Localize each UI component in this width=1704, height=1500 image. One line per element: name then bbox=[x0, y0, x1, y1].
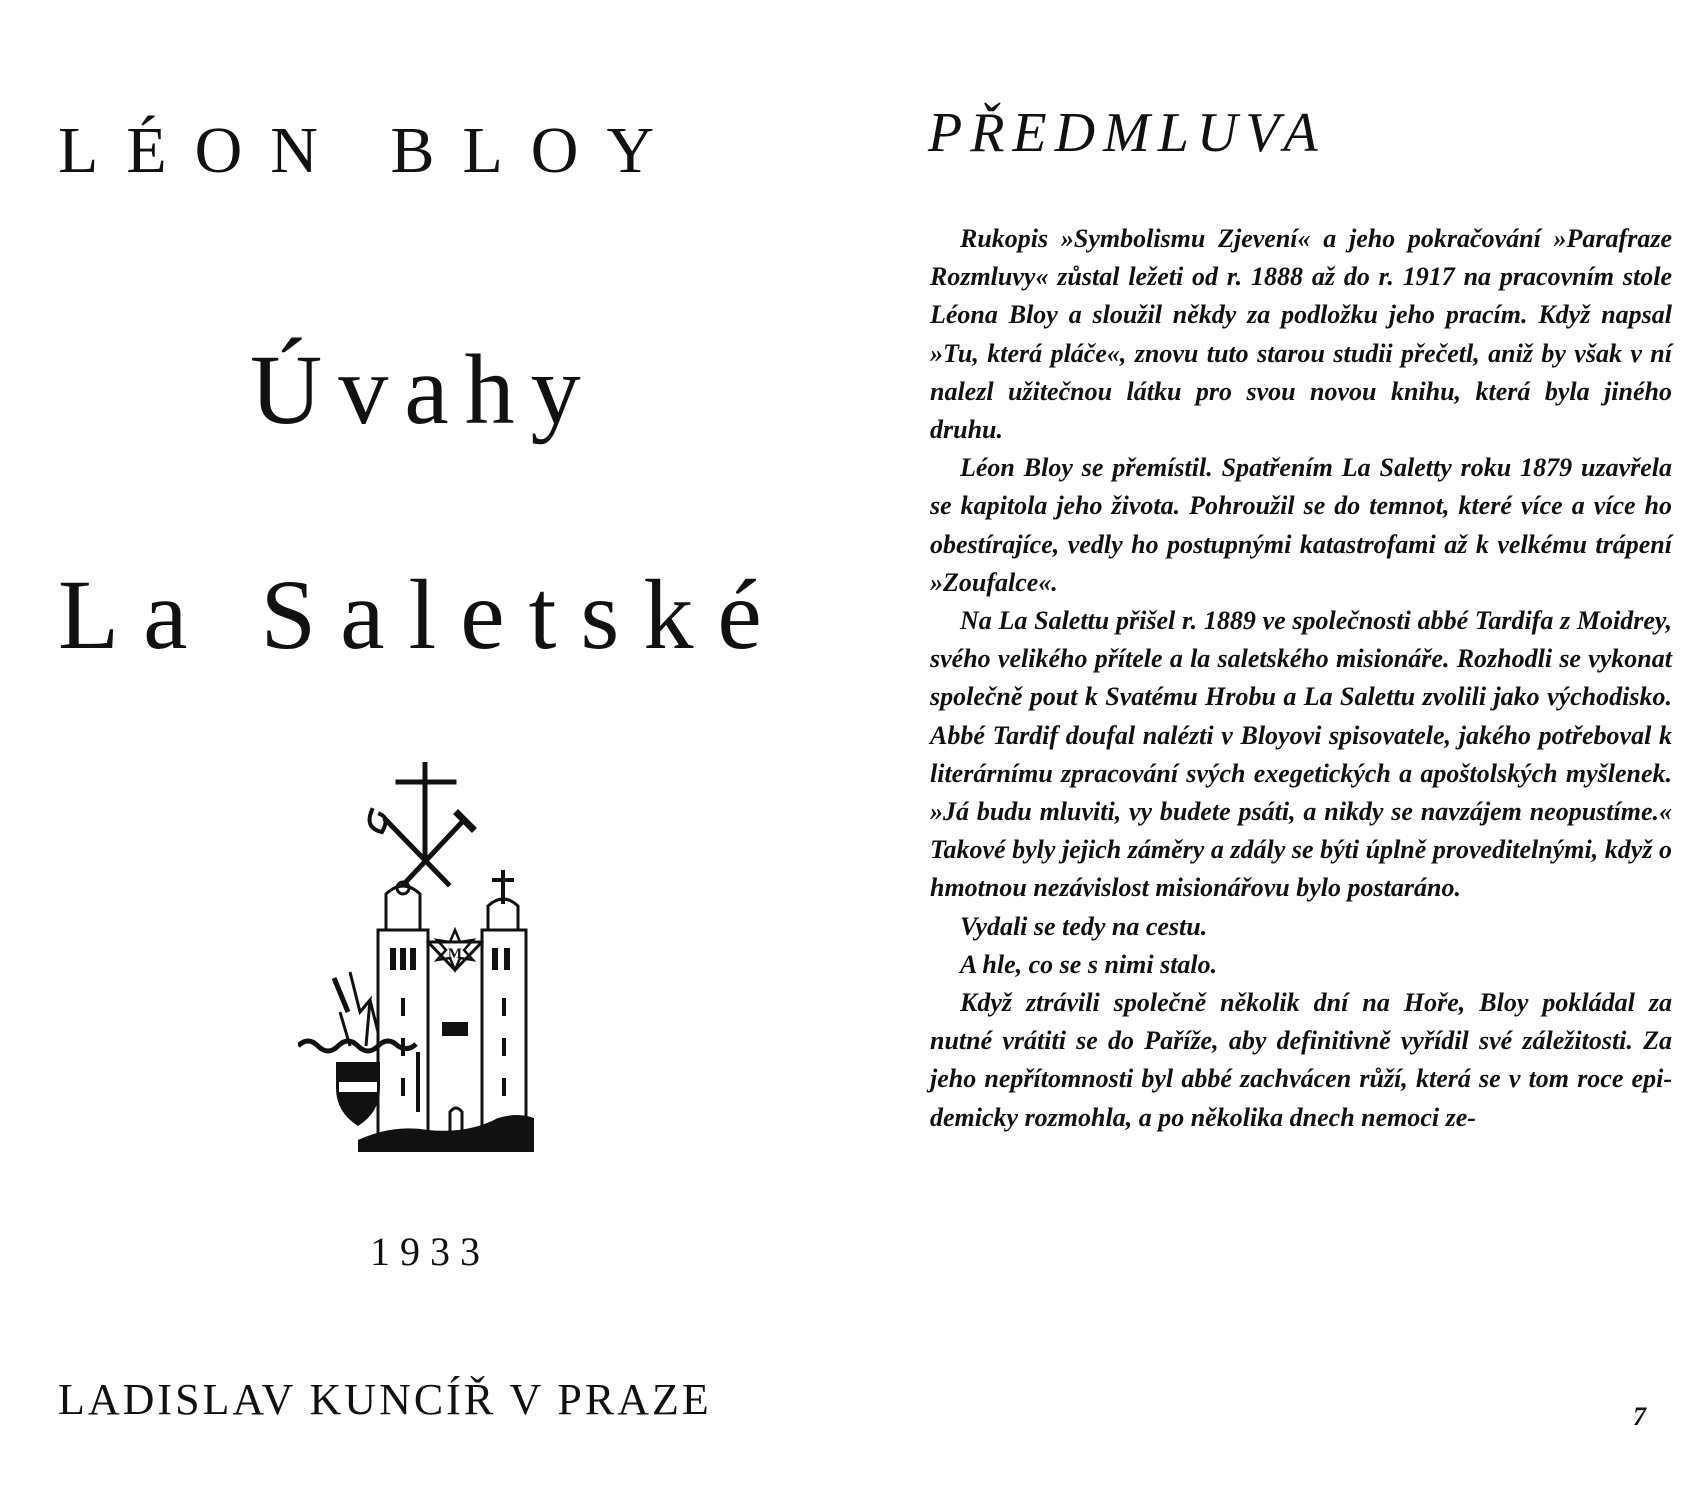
preface-body bbox=[930, 220, 1672, 1137]
title-page bbox=[0, 0, 840, 1500]
publication-year: 1933 bbox=[370, 1229, 490, 1274]
book-title-line-1: Úvahy bbox=[250, 334, 597, 445]
preface-paragraph: A hle, co se s nimi stalo. bbox=[960, 949, 1218, 979]
page-number: 7 bbox=[1633, 1402, 1646, 1431]
preface-heading: PŘEDMLUVA bbox=[928, 102, 1326, 164]
preface-paragraph: Když ztrávili společně několik dní na Hoře, Bloy pokládal za nutné vrátiti se do Paříže, aby definitivně vyřídil své záležitosti. Za jeho nepřítomnosti byl abbé zachvácen růží, která se v tom roce epidemicky rozmohla, a po několika dnech nemoci ze- bbox=[930, 988, 1672, 1132]
publisher-name: LADISLAV KUNCÍŘ V PRAZE bbox=[58, 1375, 712, 1424]
preface-paragraph: Léon Bloy se přemístil. Spatřením La Saletty roku 1879 uzavřela se kapitola jeho života. Pohroužil se do temnot, které více a více ho obestírajíce, vedly ho postupnými katastrofami až k velkému trápení »Zoufalce«. bbox=[930, 453, 1672, 597]
author-name: LÉON BLOY bbox=[58, 114, 683, 187]
preface-paragraph: Na La Salettu přišel r. 1889 ve společnosti abbé Tardifa z Moidrey, svého velikého přítele a la saletského misionáře. Rozhodli se vykonat společně pout k Svatému Hrobu a La Salettu zvolili jako východisko. Abbé Tardif doufal nalézti v Bloyovi spisovatele, jakého potřeboval k literárnímu zpracování svých exegetických a apoštolských myšlenek. »Já budu mluviti, vy budete psáti, a nikdy se navzájem neopustíme.« Takové byly jejich záměry a zdály se býti úplně proveditelnými, když o hmotnou nezávislost misionářovu bylo postaráno. bbox=[930, 606, 1672, 903]
preface-paragraph: Rukopis »Symbolismu Zjevení« a jeho pokračování »Parafraze Rozmluvy« zůstal ležeti od r. 1888 až do r. 1917 na pracovním stole Léona Bloy a sloužil někdy za podložku jeho pracím. Když napsal »Tu, která pláče«, znovu tuto starou studii přečetl, aniž by však v ní nalezl užitečnou látku pro svou novou knihu, která byla jiného druhu. bbox=[930, 224, 1672, 445]
la-salette-church-emblem bbox=[298, 762, 548, 1152]
book-title-line-2: La Saletské bbox=[58, 559, 786, 670]
emblem-monogram: M bbox=[447, 946, 463, 962]
preface-paragraph: Vydali se tedy na cestu. bbox=[960, 911, 1208, 941]
preface-page bbox=[900, 0, 1704, 1500]
